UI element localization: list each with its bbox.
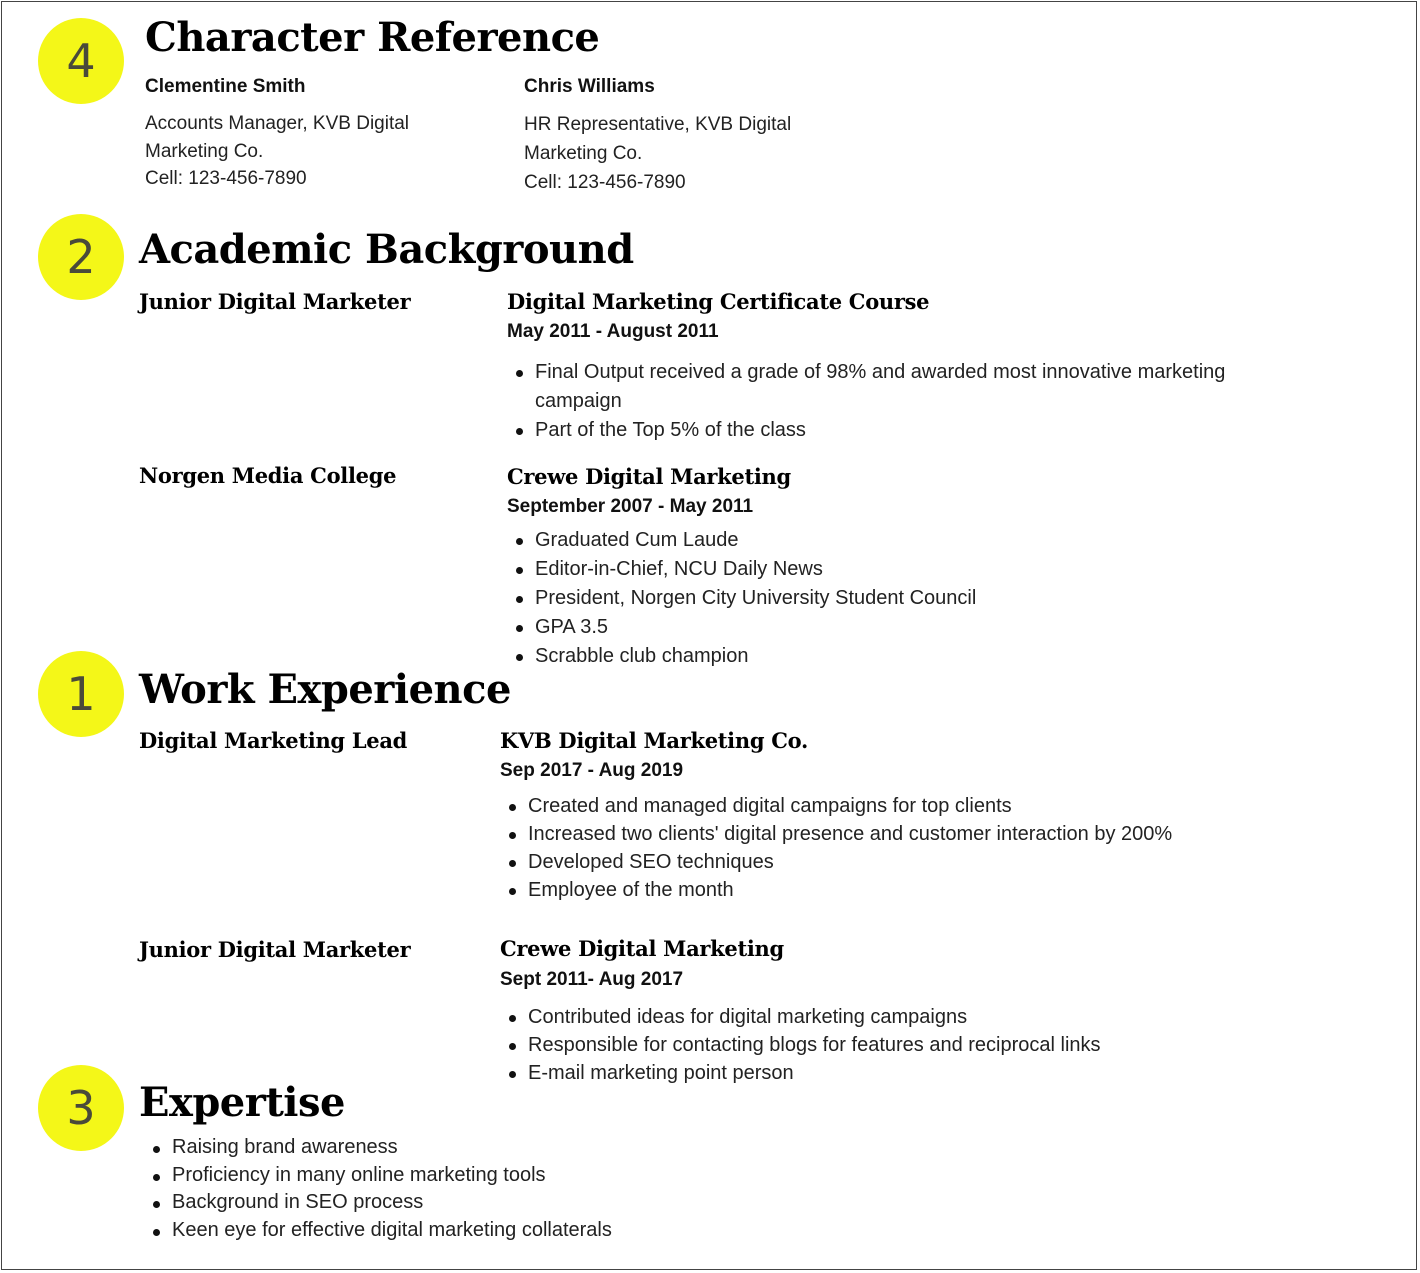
entry-left-title: Norgen Media College <box>139 463 397 488</box>
bullet-item: Developed SEO techniques <box>500 848 1172 876</box>
entry-left-title: Junior Digital Marketer <box>139 937 411 962</box>
bullet-item: Increased two clients' digital presence and customer interaction by 200% <box>500 820 1172 848</box>
entry-heading: Crewe Digital Marketing <box>500 936 784 961</box>
bullet-item: Created and managed digital campaigns for top clients <box>500 792 1172 820</box>
entry-dates: Sep 2017 - Aug 2019 <box>500 760 684 781</box>
bullet-item: Raising brand awareness <box>144 1134 612 1162</box>
entry-bullets <box>500 1003 1101 1087</box>
reference-name: Clementine Smith <box>145 76 306 97</box>
bullet-item: Final Output received a grade of 98% and awarded most innovative marketing campaign <box>507 358 1227 416</box>
bullet-item: Scrabble club champion <box>507 642 976 671</box>
entry-heading: Crewe Digital Marketing <box>507 464 791 489</box>
bullet-item: GPA 3.5 <box>507 613 976 642</box>
bullet-item: Graduated Cum Laude <box>507 526 976 555</box>
reference-line: Marketing Co. <box>145 140 264 162</box>
bullet-item: Editor-in-Chief, NCU Daily News <box>507 555 976 584</box>
section-title: Academic Background <box>139 226 634 273</box>
bullet-item: Contributed ideas for digital marketing campaigns <box>500 1003 1101 1031</box>
section-title: Work Experience <box>139 666 511 713</box>
section-number-badge: 4 <box>38 18 124 104</box>
bullet-item: Employee of the month <box>500 876 1172 904</box>
bullet-item: Proficiency in many online marketing tools <box>144 1162 612 1190</box>
bullet-item: Background in SEO process <box>144 1189 612 1217</box>
entry-bullets <box>500 792 1172 904</box>
bullet-item: E-mail marketing point person <box>500 1059 1101 1087</box>
reference-details <box>145 110 445 193</box>
entry-left-title: Junior Digital Marketer <box>139 289 411 314</box>
entry-bullets <box>507 358 1227 445</box>
reference-phone: Cell: 123-456-7890 <box>524 172 686 193</box>
bullet-item: Keen eye for effective digital marketing collaterals <box>144 1217 612 1245</box>
expertise-bullets <box>144 1134 612 1244</box>
section-number-badge: 2 <box>38 214 124 300</box>
entry-dates: Sept 2011- Aug 2017 <box>500 969 684 990</box>
section-title: Expertise <box>139 1079 345 1126</box>
reference-line: Marketing Co. <box>524 143 643 164</box>
entry-heading: KVB Digital Marketing Co. <box>500 728 808 753</box>
section-title: Character Reference <box>145 14 600 61</box>
section-number-badge: 1 <box>38 651 124 737</box>
entry-dates: September 2007 - May 2011 <box>507 496 754 517</box>
entry-bullets <box>507 526 976 671</box>
section-number-badge: 3 <box>38 1065 124 1151</box>
bullet-item: President, Norgen City University Student Council <box>507 584 976 613</box>
bullet-item: Part of the Top 5% of the class <box>507 416 1227 445</box>
reference-details <box>524 110 824 197</box>
bullet-item: Responsible for contacting blogs for features and reciprocal links <box>500 1031 1101 1059</box>
reference-name: Chris Williams <box>524 76 655 97</box>
reference-phone: Cell: 123-456-7890 <box>145 168 307 189</box>
reference-line: Accounts Manager, KVB Digital <box>145 113 410 134</box>
entry-left-title: Digital Marketing Lead <box>139 728 408 753</box>
entry-heading: Digital Marketing Certificate Course <box>507 289 930 314</box>
entry-dates: May 2011 - August 2011 <box>507 321 719 342</box>
reference-line: HR Representative, KVB Digital <box>524 114 792 135</box>
